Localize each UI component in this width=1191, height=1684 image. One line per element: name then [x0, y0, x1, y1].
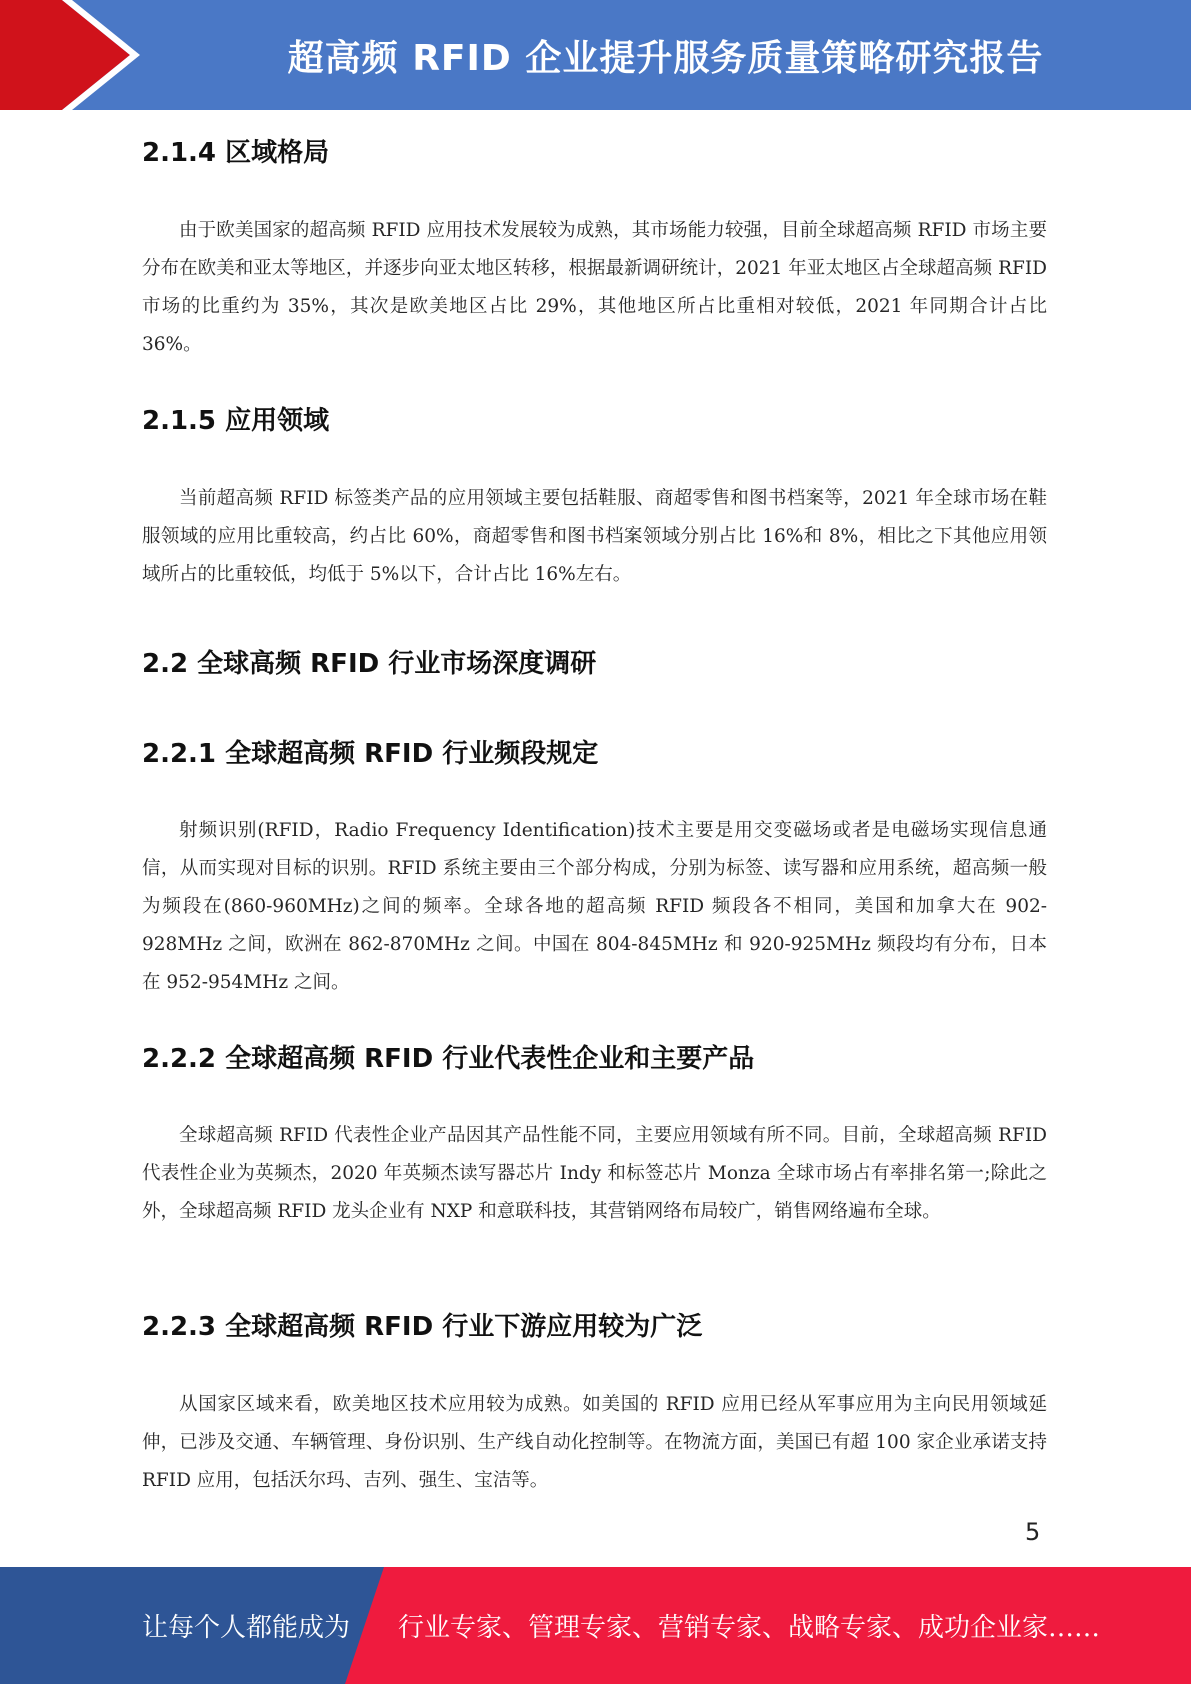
paragraph-2-1-5: 当前超高频 RFID 标签类产品的应用领域主要包括鞋服、商超零售和图书档案等，2021 年全球市场在鞋服领域的应用比重较高，约占比 60%，商超零售和图书档案领域分别占比 16%和 8%，相比之下其他应用领域所占的比重较低，均低于 5%以下，合计占比 16%左右。 [142, 488, 1047, 585]
paragraph-2-2-2: 全球超高频 RFID 代表性企业产品因其产品性能不同，主要应用领域有所不同。目前，全球超高频 RFID 代表性企业为英频杰，2020 年英频杰读写器芯片 Indy 和标签芯片 Monza 全球市场占有率排名第一;除此之外，全球超高频 RFID 龙头企业有 NXP 和意联科技，其营销网络布局较广，销售网络遍布全球。 [142, 1125, 1047, 1222]
paragraph-2-1-4: 由于欧美国家的超高频 RFID 应用技术发展较为成熟，其市场能力较强，目前全球超高频 RFID 市场主要分布在欧美和亚太等地区，并逐步向亚太地区转移，根据最新调研统计，2021 年亚太地区占全球超高频 RFID 市场的比重约为 35%，其次是欧美地区占比 29%，其他地区所占比重相对较低，2021 年同期合计占比 36%。 [142, 220, 1047, 355]
footer-slogan-left: 让每个人都能成为 [142, 1613, 351, 1643]
heading-2-2-3: 2.2.3 全球超高频 RFID 行业下游应用较为广泛 [142, 1312, 703, 1342]
page-footer [0, 1567, 1191, 1684]
page-header [0, 0, 1191, 110]
heading-2-1-4: 2.1.4 区域格局 [142, 138, 330, 168]
heading-2-1-5: 2.1.5 应用领域 [142, 406, 330, 436]
page-number: 5 [1025, 1518, 1041, 1546]
heading-2-2: 2.2 全球高频 RFID 行业市场深度调研 [142, 649, 597, 679]
paragraph-2-2-3: 从国家区域来看，欧美地区技术应用较为成熟。如美国的 RFID 应用已经从军事应用为主向民用领域延伸，已涉及交通、车辆管理、身份识别、生产线自动化控制等。在物流方面，美国已有超 100 家企业承诺支持 RFID 应用，包括沃尔玛、吉列、强生、宝洁等。 [142, 1394, 1047, 1491]
report-title: 超高频 RFID 企业提升服务质量策略研究报告 [287, 37, 1044, 79]
footer-slogan-right: 行业专家、管理专家、营销专家、战略专家、成功企业家…… [398, 1613, 1101, 1643]
heading-2-2-1: 2.2.1 全球超高频 RFID 行业频段规定 [142, 739, 599, 769]
heading-2-2-2: 2.2.2 全球超高频 RFID 行业代表性企业和主要产品 [142, 1044, 755, 1074]
header-red-chevron [0, 0, 160, 110]
paragraph-2-2-1: 射频识别(RFID，Radio Frequency Identification)技术主要是用交变磁场或者是电磁场实现信息通信，从而实现对目标的识别。RFID 系统主要由三个部分构成，分别为标签、读写器和应用系统，超高频一般为频段在(860-960MHz)之间的频率。全球各地的超高频 RFID 频段各不相同，美国和加拿大在 902-928MHz 之间，欧洲在 862-870MHz 之间。中国在 804-845MHz 和 920-925MHz 频段均有分布，日本在 952-954MHz 之间。 [142, 820, 1047, 993]
